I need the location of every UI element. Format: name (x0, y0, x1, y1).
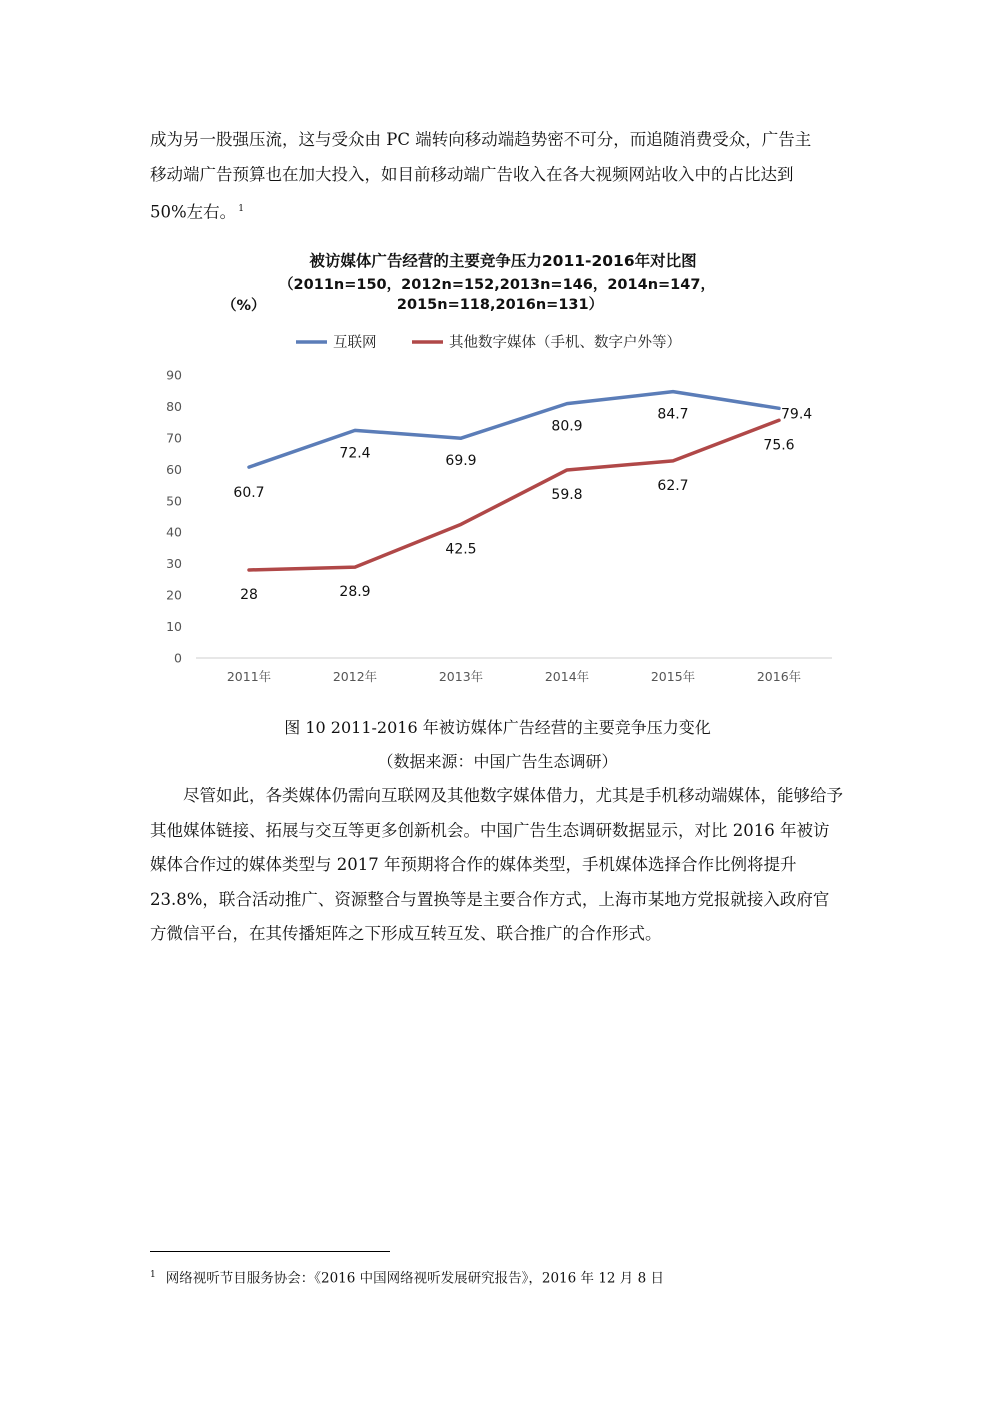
series-line-internet (249, 392, 779, 470)
y-axis-ticks (166, 368, 182, 666)
x-tick-label: 2014年 (544, 669, 590, 684)
y-tick-label: 10 (166, 619, 182, 635)
chart-subtitle-line-2: 2015n=118,2016n=131） (396, 297, 604, 313)
data-label: 62.7 (657, 477, 689, 494)
paragraph-line: 移动端广告预算也在加大投入，如目前移动端广告收入在各大视频网站收入中的占比达到 (150, 164, 794, 184)
data-label: 84.7 (657, 406, 689, 423)
y-tick-label: 90 (166, 367, 182, 383)
x-tick-label: 2015年 (650, 669, 696, 684)
paragraph-bottom: 尽管如此，各类媒体仍需向互联网及其他数字媒体借力，尤其是手机移动端媒体，能够给予其他媒体链接、拓展与交互等更多创新机会。中国广告生态调研数据显示，对比 2016 年被访媒体合作过的媒体类型与 2017 年预期将合作的媒体类型，手机媒体选择合作比例将提升 23.8%，联合活动推广、资源整合与置换等是主要合作方式，上海市某地方党报就接入政府官方微信平台，在其传播矩阵之下形成互转互发、联合推广的合作形式。 (150, 786, 843, 943)
data-label: 80.9 (551, 418, 583, 435)
paragraph-line: 成为另一股强压流，这与受众由 PC 端转向移动端趋势密不可分，而追随消费受众，广告主 (150, 130, 812, 149)
chart-subtitle-line-1: （2011n=150，2012n=152,2013n=146，2014n=147， (279, 277, 715, 293)
figure-caption: 图 10 2011-2016 年被访媒体广告经营的主要竞争压力变化 (284, 718, 711, 737)
y-tick-label: 50 (166, 493, 182, 509)
figure-source: （数据来源：中国广告生态调研） (377, 752, 618, 771)
data-label: 72.4 (339, 445, 371, 462)
y-tick-label: 30 (166, 556, 182, 572)
data-label: 28 (240, 586, 258, 603)
data-label: 42.5 (445, 541, 477, 558)
chart-title: 被访媒体广告经营的主要竞争压力2011-2016年对比图 (309, 252, 697, 270)
y-tick-label: 40 (166, 524, 182, 540)
data-label: 79.4 (781, 406, 813, 423)
legend-label-internet: 互联网 (333, 335, 377, 351)
data-label: 75.6 (763, 437, 795, 454)
data-labels (233, 406, 812, 603)
footnote-divider (150, 1251, 390, 1252)
footnote-number: 1 (150, 1270, 156, 1280)
y-axis-label: （%） (222, 298, 266, 314)
legend-label-other-digital: 其他数字媒体（手机、数字户外等） (449, 335, 681, 351)
line-chart (0, 0, 991, 700)
data-label: 28.9 (339, 584, 371, 601)
series-lines (249, 392, 779, 570)
y-tick-label: 70 (166, 430, 182, 446)
footnote-reference[interactable]: 1 (238, 204, 244, 214)
x-axis-ticks (227, 669, 801, 684)
x-tick-label: 2013年 (438, 669, 484, 684)
y-tick-label: 20 (166, 587, 182, 603)
y-tick-label: 80 (166, 398, 182, 414)
series-line-other-digital (249, 420, 779, 570)
data-label: 60.7 (233, 485, 265, 502)
y-tick-label: 0 (174, 650, 182, 666)
chart-legend (296, 333, 681, 351)
data-label: 69.9 (445, 453, 477, 470)
x-tick-label: 2011年 (226, 669, 272, 684)
data-label: 59.8 (551, 486, 583, 503)
footnote (150, 1266, 850, 1288)
paragraph-line-text: 50%左右。 (150, 202, 237, 222)
y-tick-label: 60 (166, 461, 182, 477)
x-tick-label: 2012年 (332, 669, 378, 684)
footnote-text: 网络视听节目服务协会：《2016 中国网络视听发展研究报告》，2016 年 12 月 8 日 (165, 1270, 664, 1287)
x-tick-label: 2016年 (756, 669, 802, 684)
